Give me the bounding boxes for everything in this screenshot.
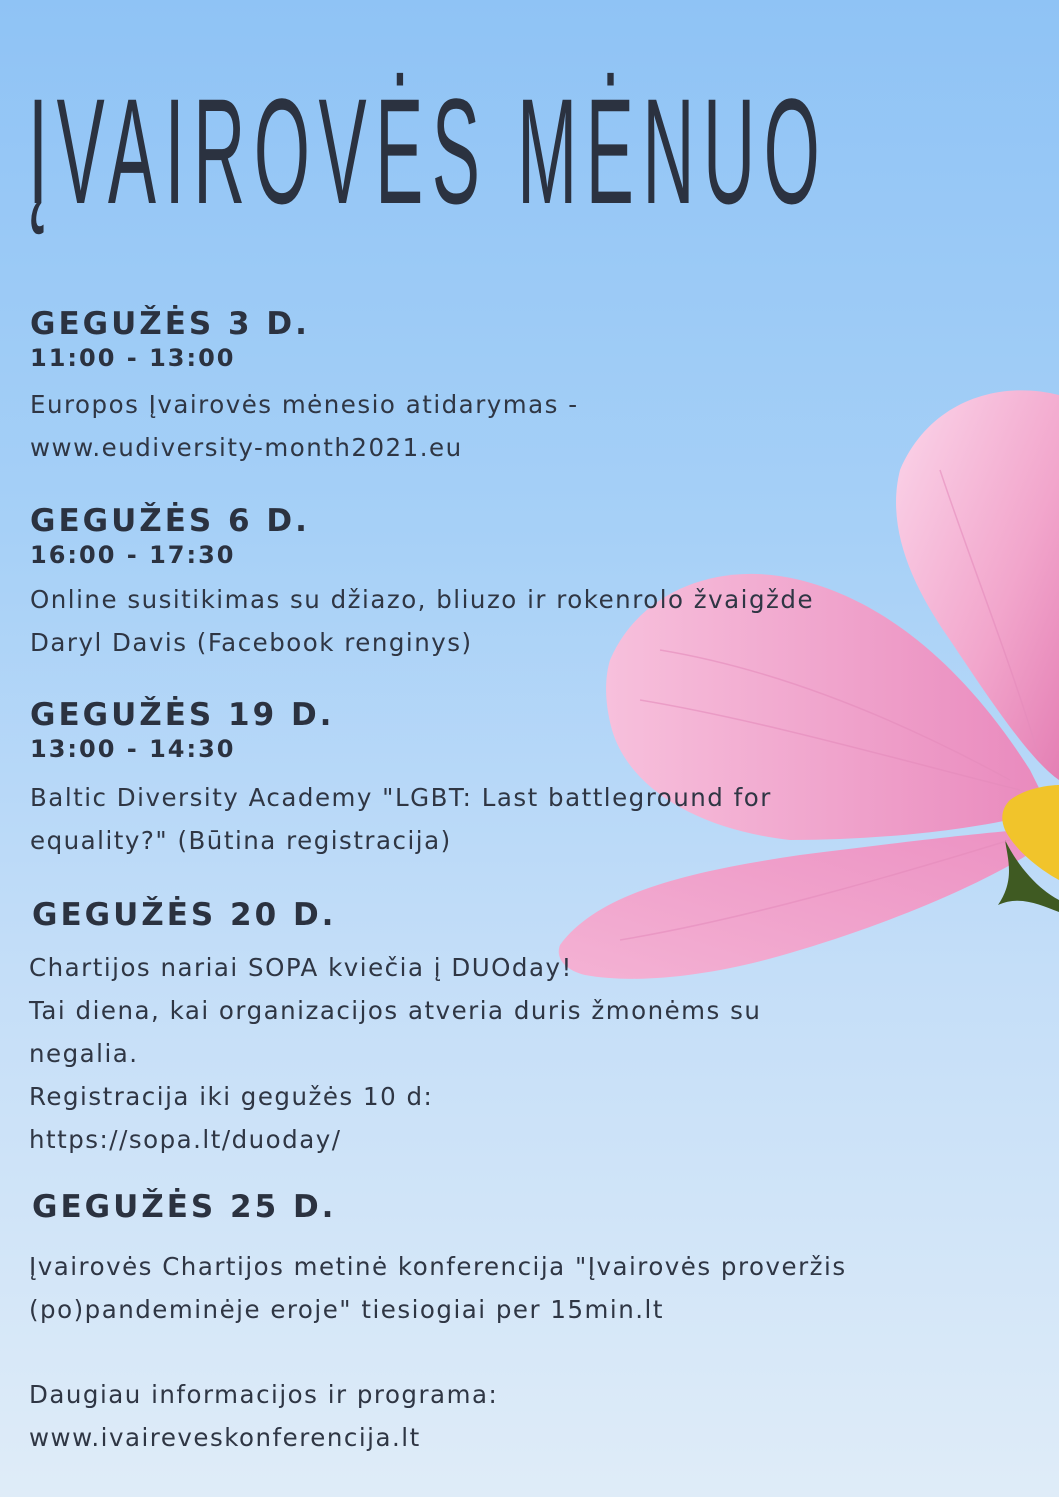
event-description-line: Baltic Diversity Academy "LGBT: Last battleground for (30, 783, 772, 812)
footer-line: Daugiau informacijos ir programa: (29, 1380, 499, 1409)
footer-link[interactable]: www.ivaireveskonferencija.lt (29, 1423, 421, 1452)
event-time: 16:00 - 17:30 (30, 541, 236, 569)
event-may-3 (30, 306, 970, 469)
event-description-line: (po)pandeminėje eroje" tiesiogiai per 15min.lt (29, 1295, 664, 1324)
page-title: ĮVAIROVĖS MĖNUO (28, 67, 829, 235)
event-may-20 (29, 897, 972, 1161)
event-link[interactable]: www.eudiversity-month2021.eu (30, 433, 463, 462)
event-description (29, 946, 972, 1161)
event-date: GEGUŽĖS 25 D. (32, 1189, 337, 1225)
event-may-6 (30, 503, 970, 664)
event-date: GEGUŽĖS 3 D. (30, 306, 310, 342)
event-time: 11:00 - 13:00 (30, 344, 236, 372)
event-description-line: Online susitikimas su džiazo, bliuzo ir rokenrolo žvaigžde (30, 585, 815, 614)
event-description (30, 776, 970, 862)
event-description-line: Daryl Davis (Facebook renginys) (30, 628, 473, 657)
footer-text (29, 1373, 969, 1459)
event-may-19 (30, 697, 970, 862)
event-description-line: Įvairovės Chartijos metinė konferencija "Įvairovės proveržis (29, 1252, 847, 1281)
event-date: GEGUŽĖS 6 D. (30, 503, 310, 539)
event-description-line: Tai diena, kai organizacijos atveria duris žmonėms su (29, 996, 762, 1025)
event-description (29, 1245, 972, 1331)
event-description (30, 383, 970, 469)
event-description (30, 578, 970, 664)
event-date: GEGUŽĖS 19 D. (30, 697, 335, 733)
event-description-line: Europos Įvairovės mėnesio atidarymas - (30, 390, 579, 419)
event-description-line: equality?" (Būtina registracija) (30, 826, 452, 855)
event-time: 13:00 - 14:30 (30, 735, 236, 763)
event-date: GEGUŽĖS 20 D. (32, 897, 337, 933)
event-description-line: Registracija iki gegužės 10 d: (29, 1082, 434, 1111)
event-description-line: Chartijos nariai SOPA kviečia į DUOday! (29, 953, 573, 982)
footer-info (29, 1373, 969, 1459)
event-description-line: negalia. (29, 1039, 139, 1068)
event-link[interactable]: https://sopa.lt/duoday/ (29, 1125, 342, 1154)
event-may-25 (29, 1189, 972, 1331)
